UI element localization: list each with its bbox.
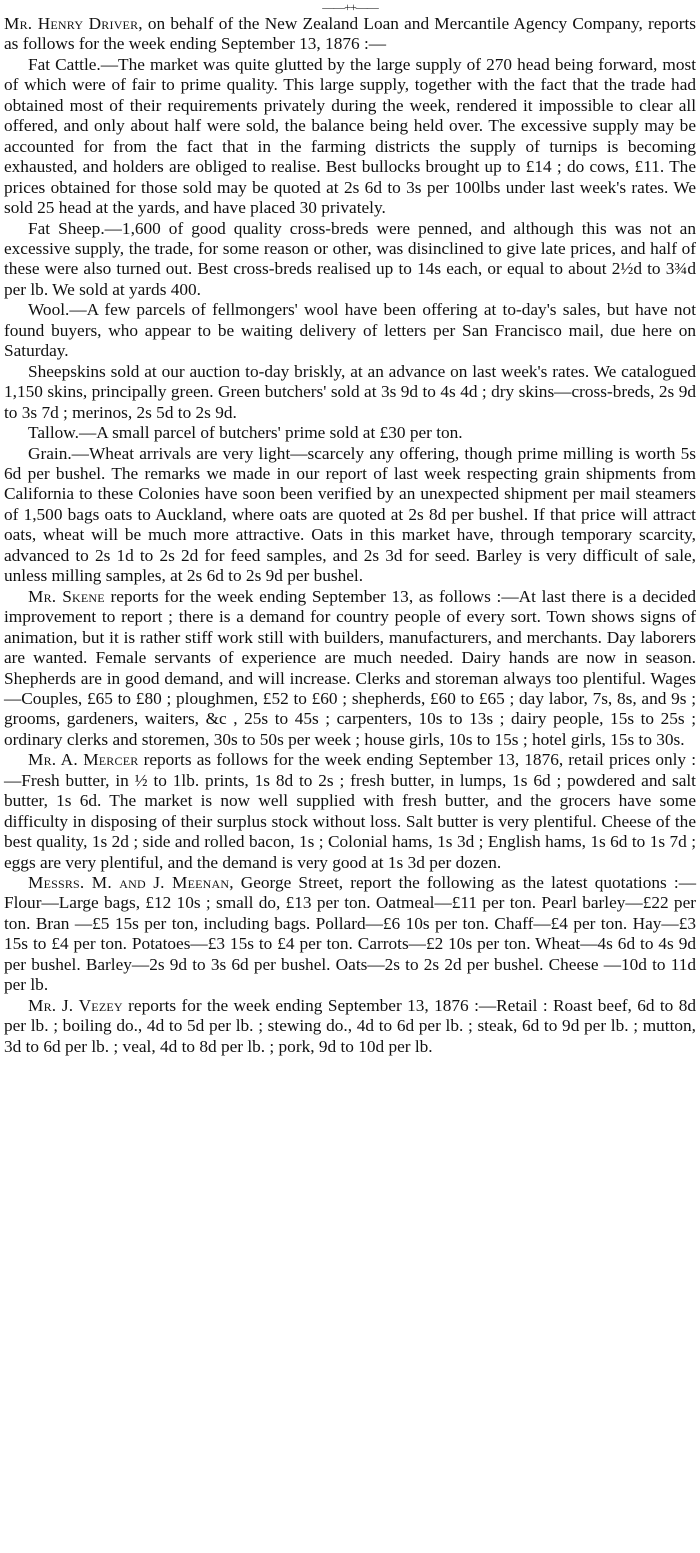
reporter-name: Mr. J. Vezey xyxy=(28,995,123,1015)
reporter-name: Mr. Henry Driver xyxy=(4,14,139,33)
skene-text: reports for the week ending September 13, as follows :—At last there is a decided improvement to report ; there is a demand for country people of every sort. Town shows signs of animation, but it is rather stiff work still with builders, manufacturers, and merchants. Day laborers are wanted. Female servants of experience are much needed. Dairy hands are now in season. Shepherds are in good demand, and will increase. Clerks and storeman always too plentiful. Wages—Couples, £65 to £80 ; ploughmen, £52 to £60 ; shepherds, £60 to £65 ; day labor, 7s, 8s, and 9s ; grooms, gardeners, waiters, &c , 25s to 45s ; carpenters, 10s to 13s ; dairy people, 15s to 25s ; ordinary clerks and storemen, 30s to 50s per week ; house girls, 10s to 15s ; hotel girls, 15s to 30s. xyxy=(4,586,696,749)
vezey-paragraph xyxy=(4,996,696,1057)
sheepskins-paragraph: Sheepskins sold at our auction to-day briskly, at an advance on last week's rates. We catalogued 1,150 skins, principally green. Green butchers' sold at 3s 9d to 4s 4d ; dry skins—cross-breds, 2s 9d to 3s 7d ; merinos, 2s 5d to 2s 9d. xyxy=(4,361,696,422)
driver-intro-text: , on behalf of the New Zealand Loan and Mercantile Agency Company, reports as follows for the week ending September 13, 1876 :— xyxy=(4,14,696,54)
mercer-paragraph xyxy=(4,750,696,873)
fat-cattle-paragraph: Fat Cattle.—The market was quite glutted by the large supply of 270 head being forward, most of which were of fair to prime quality. This large supply, together with the fact that the trade had obtained most of their requirements privately during the week, rendered it impossible to clear all offered, and only about half were sold, the balance being held over. The excessive supply may be accounted for from the fact that in the farming districts the supply of turnips is becoming exhausted, and holders are obliged to realise. Best bullocks brought up to £14 ; do cows, £11. The prices obtained for those sold may be quoted at 2s 6d to 3s per 100lbs under last week's rates. We sold 25 head at the yards, and have placed 30 privately. xyxy=(4,54,696,218)
article-meenan-report xyxy=(4,873,696,996)
article-mercer-report xyxy=(4,750,696,873)
grain-paragraph: Grain.—Wheat arrivals are very light—scarcely any offering, though prime milling is worth 5s 6d per bushel. The remarks we made in our report of last week respecting grain shipments from California to these Colonies have soon been verified by an unexpected shipment per mail steamers of 1,500 bags oats to Auckland, where oats are quoted at 2s 8d per bushel. If that price will attract oats, wheat will be much more attractive. Oats in this market have, through temporary scarcity, advanced to 2s 1d to 2s 2d for feed samples, and 2s 3d for seed. Barley is very difficult of sale, unless milling samples, at 2s 6d to 2s 9d per bushel. xyxy=(4,443,696,586)
article-driver-report xyxy=(4,14,696,587)
meenan-text: , George Street, report the following as the latest quotations :— Flour—Large bags, £12 10s ; small do, £13 per ton. Oatmeal—£11 per ton. Pearl barley—£22 per ton. Bran —£5 15s per ton, including bags. Pollard—£6 10s per ton. Chaff—£4 per ton. Hay—£3 15s to £4 per ton. Potatoes—£3 15s to £4 per ton. Carrots—£2 10s per ton. Wheat—4s 6d to 4s 9d per bushel. Barley—2s 9d to 3s 6d per bushel. Oats—2s to 2s 2d per bushel. Cheese —10d to 11d per lb. xyxy=(4,873,696,995)
fat-sheep-paragraph: Fat Sheep.—1,600 of good quality cross-breds were penned, and although this was not an excessive supply, the trade, for some reason or other, was disinclined to give late prices, and half of these were also turned out. Best cross-breds realised up to 14s each, or equal to about 2½d to 3¾d per lb. We sold at yards 400. xyxy=(4,218,696,299)
reporter-name: Mr. A. Mercer xyxy=(28,750,139,770)
vezey-text: reports for the week ending September 13, 1876 :—Retail : Roast beef, 6d to 8d per lb. ; boiling do., 4d to 5d per lb. ; stewing do., 4d to 6d per lb. ; steak, 6d to 9d per lb. ; mutton, 3d to 6d per lb. ; veal, 4d to 8d per lb. ; pork, 9d to 10d per lb. xyxy=(4,995,696,1056)
mercer-text: reports as follows for the week ending September 13, 1876, retail prices only :—Fresh butter, in ½ to 1lb. prints, 1s 8d to 2s ; fresh butter, in lumps, 1s 6d ; powdered and salt butter, 1s 6d. The market is now well supplied with fresh butter, and the grocers have some difficulty in disposing of their surplus stock without loss. Salt butter is very plentiful. Cheese of the best quality, 1s 2d ; side and rolled bacon, 1s ; Colonial hams, 1s 3d ; English hams, 1s 6d to 1s 7d ; eggs are very plentiful, and the demand is very good at 1s 3d per dozen. xyxy=(4,750,696,872)
reporter-name: Mr. Skene xyxy=(28,586,105,606)
meenan-paragraph xyxy=(4,873,696,996)
wool-paragraph: Wool.—A few parcels of fellmongers' wool have been offering at to-day's sales, but have not found buyers, who appear to be waiting delivery of letters per San Francisco mail, due here on Saturday. xyxy=(4,300,696,361)
reporter-name: Messrs. M. and J. Meenan xyxy=(28,873,230,893)
tallow-paragraph: Tallow.—A small parcel of butchers' prime sold at £30 per ton. xyxy=(28,423,463,443)
article-skene-report xyxy=(4,587,696,751)
driver-intro xyxy=(4,14,696,55)
article-vezey-report xyxy=(4,996,696,1057)
skene-paragraph xyxy=(4,587,696,751)
top-ornament: ——++—— xyxy=(322,0,378,14)
